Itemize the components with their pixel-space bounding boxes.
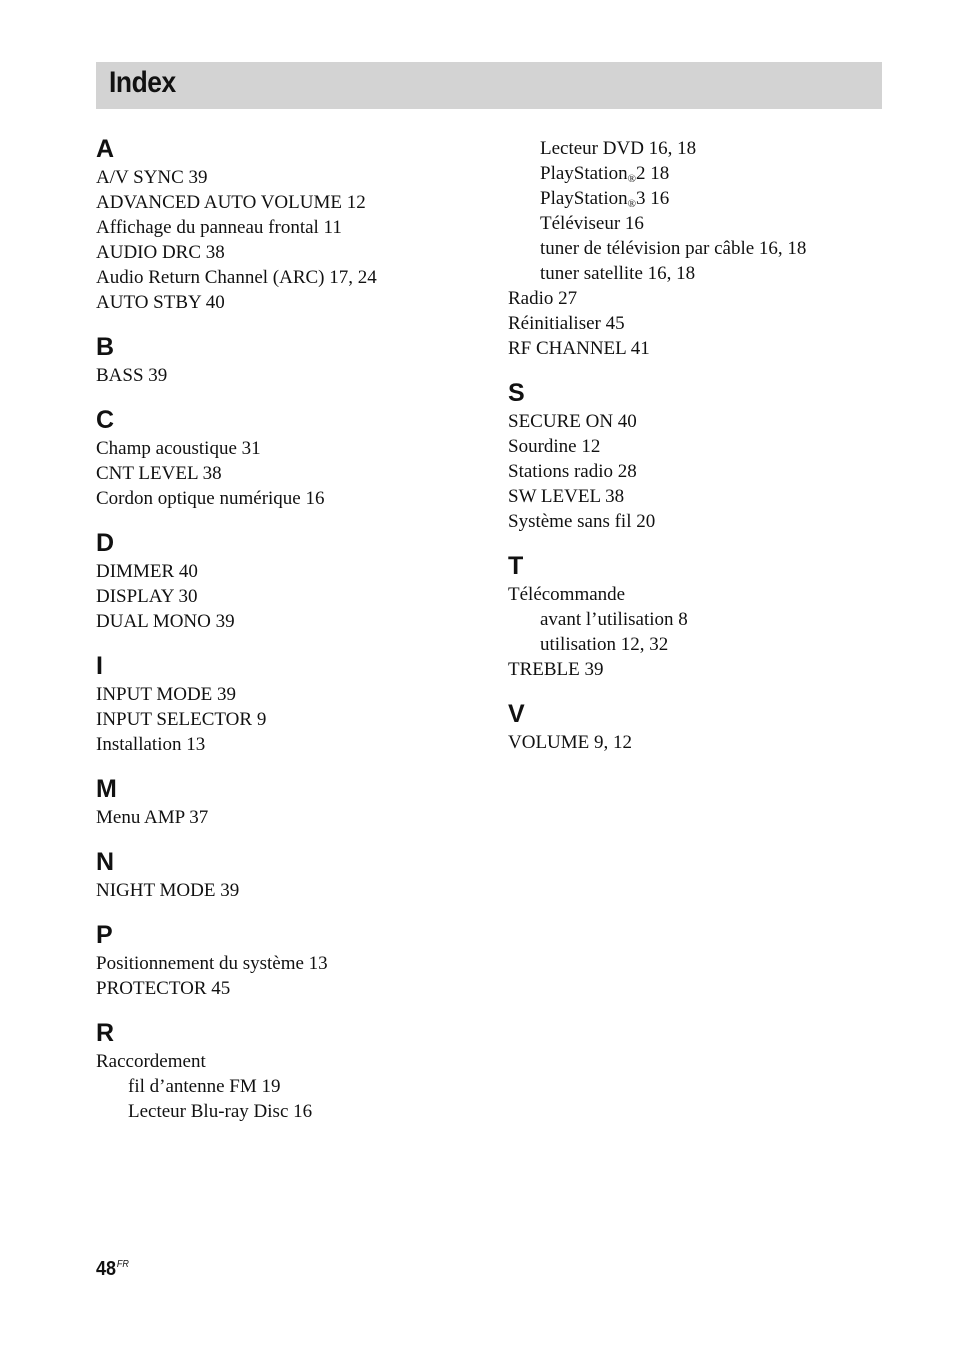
index-section-b [96, 332, 496, 388]
index-section-i [96, 651, 496, 757]
section-letter: R [96, 1019, 115, 1047]
section-letter: P [96, 921, 113, 949]
index-entry: Raccordement [96, 1051, 206, 1072]
index-entry: Menu AMP 37 [96, 807, 209, 828]
index-subentry [508, 186, 888, 211]
entry-text: 3 16 [635, 188, 670, 209]
index-entry: TREBLE 39 [508, 659, 604, 680]
index-entry: Cordon optique numérique 16 [96, 488, 325, 509]
index-section-p [96, 920, 496, 1001]
index-entry: Réinitialiser 45 [508, 313, 625, 334]
index-entry: Audio Return Channel (ARC) 17, 24 [96, 267, 377, 288]
entry-text: PlayStation [540, 188, 628, 209]
index-subentry: Téléviseur 16 [540, 213, 644, 234]
index-entry: AUTO STBY 40 [96, 292, 225, 313]
index-subentry [508, 161, 888, 186]
entry-text: PlayStation [540, 163, 628, 184]
index-subentry: tuner satellite 16, 18 [540, 263, 696, 284]
index-section-s [508, 378, 888, 534]
index-title-bar [96, 62, 882, 109]
index-subentry: tuner de télévision par câble 16, 18 [540, 238, 807, 259]
index-section-r-continued [508, 136, 888, 361]
page-number [96, 1258, 129, 1281]
registered-mark: ® [627, 173, 636, 185]
index-left-column [96, 134, 496, 1141]
index-section-r [96, 1018, 496, 1124]
index-entry: Positionnement du système 13 [96, 953, 328, 974]
index-section-m [96, 774, 496, 830]
index-subentry: Lecteur DVD 16, 18 [540, 138, 697, 159]
section-letter: T [508, 552, 524, 580]
index-subentry: utilisation 12, 32 [540, 634, 669, 655]
index-section-n [96, 847, 496, 903]
index-entry: ADVANCED AUTO VOLUME 12 [96, 192, 366, 213]
index-entry: Sourdine 12 [508, 436, 601, 457]
index-entry: VOLUME 9, 12 [508, 732, 633, 753]
index-entry: DISPLAY 30 [96, 586, 198, 607]
index-entry: AUDIO DRC 38 [96, 242, 225, 263]
index-right-column [508, 136, 888, 772]
index-entry: SW LEVEL 38 [508, 486, 625, 507]
section-letter: D [96, 529, 115, 557]
page-number-value: 48 [96, 1258, 117, 1280]
index-section-t [508, 551, 888, 682]
section-letter: I [96, 652, 103, 680]
index-entry: CNT LEVEL 38 [96, 463, 222, 484]
index-entry: Système sans fil 20 [508, 511, 656, 532]
section-letter: B [96, 333, 115, 361]
index-entry: DIMMER 40 [96, 561, 198, 582]
index-entry: Télécommande [508, 584, 626, 605]
index-section-d [96, 528, 496, 634]
index-entry: BASS 39 [96, 365, 168, 386]
index-entry: SECURE ON 40 [508, 411, 637, 432]
index-section-c [96, 405, 496, 511]
page-number-suffix: FR [116, 1259, 129, 1270]
section-letter: N [96, 848, 115, 876]
index-entry: A/V SYNC 39 [96, 167, 208, 188]
index-entry: Radio 27 [508, 288, 578, 309]
index-subentry: Lecteur Blu-ray Disc 16 [128, 1101, 313, 1122]
registered-mark: ® [627, 198, 636, 210]
section-letter: V [508, 700, 525, 728]
index-entry: INPUT MODE 39 [96, 684, 237, 705]
index-entry: Champ acoustique 31 [96, 438, 261, 459]
index-subentry: avant l’utilisation 8 [540, 609, 688, 630]
index-entry: INPUT SELECTOR 9 [96, 709, 267, 730]
index-entry: Stations radio 28 [508, 461, 637, 482]
index-section-v [508, 699, 888, 755]
index-entry: Affichage du panneau frontal 11 [96, 217, 342, 238]
index-entry: Installation 13 [96, 734, 206, 755]
page-title: Index [109, 66, 176, 99]
section-letter: M [96, 775, 117, 803]
index-section-a [96, 134, 496, 315]
index-entry: RF CHANNEL 41 [508, 338, 650, 359]
index-entry: DUAL MONO 39 [96, 611, 235, 632]
index-subentry: fil d’antenne FM 19 [128, 1076, 281, 1097]
index-entry: PROTECTOR 45 [96, 978, 231, 999]
index-entry: NIGHT MODE 39 [96, 880, 240, 901]
section-letter: A [96, 135, 115, 163]
section-letter: C [96, 406, 115, 434]
entry-text: 2 18 [635, 163, 670, 184]
section-letter: S [508, 379, 525, 407]
